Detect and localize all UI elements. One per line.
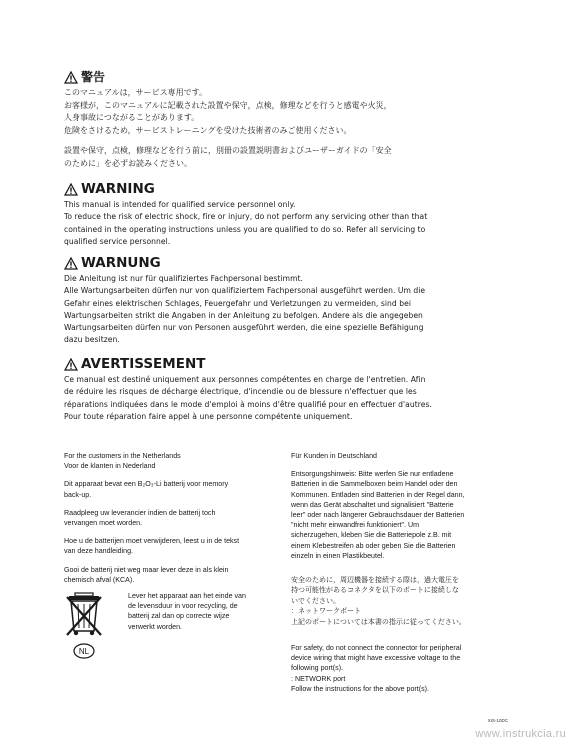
text-line: 人身事故につながることがあります。 <box>64 113 200 122</box>
recycling-text <box>128 591 274 663</box>
english-warning-heading <box>64 182 474 197</box>
text-line: following port(s). <box>291 664 344 673</box>
netherlands-notice <box>64 451 278 663</box>
netherlands-title-nl: Voor de klanten in Nederland <box>64 462 156 471</box>
text-line: einzeln in einen Plastikbeutel. <box>291 551 385 560</box>
safety-connector-notice <box>291 643 507 694</box>
text-line: For safety, do not connect the connector for peripheral <box>291 644 462 653</box>
english-warning-section <box>64 182 474 248</box>
text-line: einem Klebestreifen ab oder geben Sie die Batterien <box>291 541 456 550</box>
warning-triangle-icon <box>64 257 78 270</box>
text-line: Dit apparaat bevat een B₂O₃-Li batterij voor memory <box>64 480 229 489</box>
text-line: 設置や保守，点検，修理などを行う前に，別冊の設置説明書およびユーザーガイドの「安全 <box>64 146 392 155</box>
text-line: sicherzugehen, kleben Sie die Batteriepole z.B. mit <box>291 531 452 540</box>
text-line: dazu besitzen. <box>64 335 120 345</box>
text-line: 上記のポートについては本書の指示に従ってください。 <box>291 617 466 626</box>
japanese-heading-text: 警告 <box>81 70 106 84</box>
text-line: Entsorgungshinweis: Bitte werfen Sie nur entladene <box>291 470 454 479</box>
text-line: Pour toute réparation faire appel à une personne compétente uniquement. <box>64 411 353 421</box>
text-line: chemisch afval (KCA). <box>64 575 135 584</box>
text-line: Raadpleeg uw leverancier indien de batterij toch <box>64 508 216 517</box>
japanese-warning-heading <box>64 70 474 85</box>
germany-title: Für Kunden in Deutschland <box>291 452 377 460</box>
text-line: Die Anleitung ist nur für qualifiziertes Fachpersonal bestimmt. <box>64 274 304 283</box>
document-code: XIS-10DC <box>487 718 508 723</box>
text-line: de levensduur in voor recycling, de <box>128 602 238 611</box>
text-line: Ce manual est destiné uniquement aux personnes compétentes en charge de l'entretien. Afin <box>64 375 426 384</box>
text-line: To reduce the risk of electric shock, fire or injury, do not perform any servicing other than that <box>64 212 428 222</box>
german-warning-heading <box>64 256 474 271</box>
text-line: back-up. <box>64 490 92 499</box>
text-line: 持つ可能性があるコネクタを以下のポートに接続しな <box>291 586 459 595</box>
english-heading-text: WARNING <box>81 181 155 197</box>
warning-triangle-icon <box>64 183 78 196</box>
text-line: réparations indiquées dans le mode d'emploi à moins d'être qualifié pour en effectuer d'autres. <box>64 399 432 409</box>
french-warning-section <box>64 357 474 423</box>
french-warning-heading <box>64 357 474 372</box>
warning-triangle-icon <box>64 71 78 84</box>
text-line: van deze handleiding. <box>64 547 134 556</box>
netherlands-title-en: For the customers in the Netherlands <box>64 452 181 460</box>
text-line: wenn das Gerät abschaltet und signalisiert "Batterie <box>291 500 454 509</box>
text-line: いでください。 <box>291 596 340 605</box>
text-line: Gefahr eines elektrischen Schlages, Feuergefahr und Verletzungen zu vermeiden, sind bei <box>64 298 411 308</box>
text-line: leer" oder nach längerer Gebrauchsdauer der Batterien <box>291 511 465 520</box>
text-line: Batterien in die Sammelboxen beim Handel oder den <box>291 480 458 489</box>
germany-notice <box>291 451 507 694</box>
text-line: Wartungsarbeiten strikt die Angaben in der Anleitung zu befolgen. Andere als die angegeben <box>64 310 423 320</box>
french-heading-text: AVERTISSEMENT <box>81 356 206 372</box>
text-line: "nicht mehr einwandfrei funktioniert". Um <box>291 521 420 530</box>
text-line: このマニュアルは，サービス専用です。 <box>64 88 208 97</box>
english-paragraph <box>64 199 474 248</box>
text-line: のために」を必ずお読みください。 <box>64 158 192 168</box>
recycling-row <box>64 591 278 663</box>
japanese-paragraph-2 <box>64 145 474 170</box>
nl-mark: NL <box>78 647 90 657</box>
text-line: vervangen moet worden. <box>64 519 143 528</box>
text-line: Follow the instructions for the above port(s). <box>291 684 429 693</box>
german-paragraph <box>64 273 474 347</box>
text-line: verwerkt worden. <box>128 622 183 631</box>
text-line: de réduire les risques de décharge électrique, d'incendie ou de blessure n'effectuer que les <box>64 387 417 397</box>
text-line: device wiring that might have excessive voltage to the <box>291 654 461 663</box>
german-heading-text: WARNUNG <box>81 255 161 271</box>
japanese-paragraph-1 <box>64 87 474 137</box>
text-line: : NETWORK port <box>291 674 346 683</box>
text-line: Kommunen. Entladen sind Batterien in der Regel dann, <box>291 490 465 499</box>
german-warning-section <box>64 256 474 347</box>
warning-triangle-icon <box>64 358 78 371</box>
text-line: 安全のために，周辺機器を接続する際は，過大電圧を <box>291 576 459 585</box>
text-line: Alle Wartungsarbeiten dürfen nur von qualifiziertem Fachpersonal ausgeführt werden. Um die <box>64 286 426 296</box>
text-line: お客様が，このマニュアルに記載された設置や保守，点検，修理などを行うと感電や火災， <box>64 100 392 110</box>
french-paragraph <box>64 374 474 423</box>
japanese-warning-section <box>64 70 474 170</box>
text-line: Wartungsarbeiten dürfen nur von Personen ausgeführt werden, die eine spezielle Befähigung <box>64 323 424 333</box>
watermark-text: www.instrukcia.ru <box>475 728 566 740</box>
japanese-connector-notice <box>291 575 507 627</box>
text-line: batterij zal dan op correcte wijze <box>128 612 230 621</box>
crossed-bin-icon <box>64 591 108 663</box>
text-line: 危険をさけるため，サービストレーニングを受けた技術者のみご使用ください。 <box>64 125 352 135</box>
text-line: Gooi de batterij niet weg maar lever deze in als klein <box>64 565 229 574</box>
text-line: ：ネットワークポート <box>291 607 361 616</box>
text-line: qualified service personnel. <box>64 236 171 246</box>
text-line: Hoe u de batterijen moet verwijderen, leest u in de tekst <box>64 537 240 546</box>
text-line: Lever het apparaat aan het einde van <box>128 592 246 601</box>
text-line: contained in the operating instructions unless you are qualified to do so. Refer all servicing to <box>64 224 426 234</box>
text-line: This manual is intended for qualified service personnel only. <box>64 200 296 209</box>
